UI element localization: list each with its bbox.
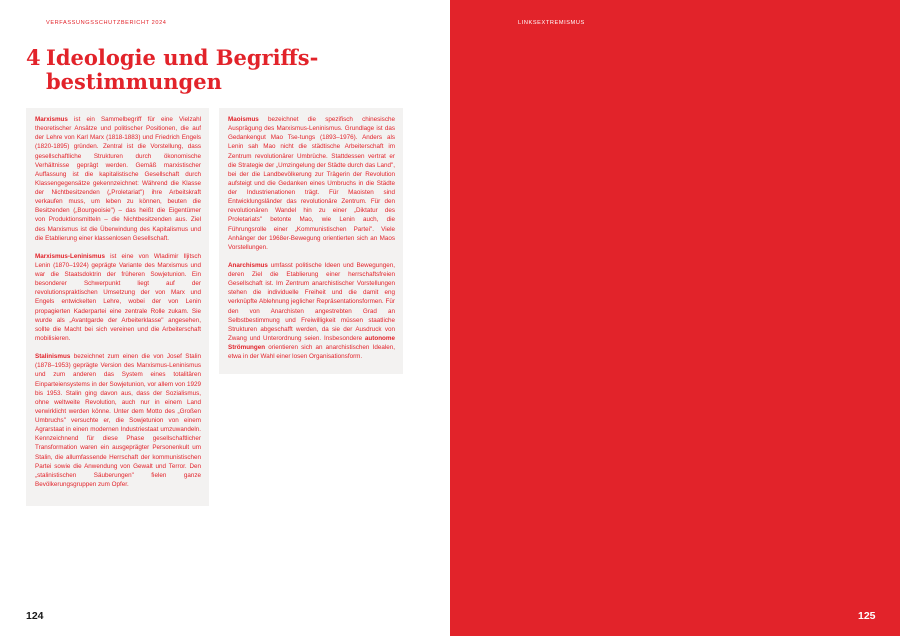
page-number-left: 124: [26, 610, 44, 622]
definition-anarchismus: [228, 261, 395, 361]
term-stalinismus: Stalinismus: [35, 353, 71, 361]
definition-text: orientieren sich an anarchistischen Idealen, etwa in der Wahl einer losen Organisationsform.: [228, 344, 395, 361]
definition-text: bezeichnet die spezifisch chinesische Ausprägung des Marxismus-Leninismus. Grundlage ist das Gedankengut Mao Tse-tungs (1893–1976). Anders als Lenin sah Mao nicht die städtische Arbeiterschaft im Zentrum revolutionärer Umbrüche. Stattdessen vertrat er die Strategie der „Umzingelung der Städte durch das Land", bei der die Landbevölkerung zur Trägerin der Revolution aufsteigt und die Gedanken eines Umbruchs in die Städte der Industrienationen trägt. Für Maoisten sind Entwicklungsländer das revolutionäre Zentrum. Für den revolutionären Wandel hin zu einer „Diktatur des Proletariats" betonte Mao, wie Lenin auch, die Führungsrolle einer „Kommunistischen Partei". Viele Anhänger der 1968er-Bewegung orientierten sich an Maos Vorstellungen.: [228, 116, 395, 251]
chapter-number: 4: [26, 45, 41, 70]
definition-text: umfasst politische Ideen und Bewegungen, deren Ziel die Etablierung einer herrschaftsfreien Gesellschaft ist. Im Zentrum anarchistischer Vorstellungen stehen die individuelle Freiheit und die damit eng verknüpfte Ablehnung jeglicher Repräsentationsformen. Für den von Anarchisten angestrebten Grad an Selbstbestimmung und Freiwilligkeit müssen staatliche Strukturen abgeschafft werden, da sie der Ausdruck von Zwang und Unterordnung seien. Insbesondere: [228, 261, 395, 342]
right-page: [450, 0, 900, 636]
term-marxismus: Marxismus: [35, 116, 68, 123]
running-header-left: VERFASSUNGSSCHUTZBERICHT 2024: [46, 20, 167, 26]
running-header-right: LINKSEXTREMISMUS: [518, 20, 585, 26]
definition-marxismus: [35, 115, 201, 243]
definition-box-column-1: [26, 108, 209, 506]
definition-stalinismus: [35, 352, 201, 489]
definition-maoismus: [228, 115, 395, 252]
definition-text: bezeichnet zum einen die von Josef Stalin (1878–1953) geprägte Version des Marxismus-Leninismus und zum anderen das System eines totalitären Einparteiensystems in der Sowjetunion, vor allem von 1929 bis 1953. Stalin ging davon aus, dass der Sozialismus, ohne weltweite Revolution, auch nur in einem Land verwirklicht werden könne. Unter dem Motto des „Großen Umbruchs" versuchte er, die Sowjetunion von einem Agrarstaat in einen modernen Industriestaat umzuwandeln. Kennzeichnend für diese Phase gesellschaftlicher Transformation waren ein ausgeprägter Personenkult um Stalin, die allumfassende Herrschaft der kommunistischen Partei sowie die Anwendung von Gewalt und Terror. Den „stalinistischen Säuberungen" fielen ganze Bevölkerungsgruppen zum Opfer.: [35, 353, 201, 488]
page-number-right: 125: [858, 610, 876, 622]
term-marxismus-leninismus: Marxismus-Leninismus: [35, 252, 105, 260]
definition-box-column-2: [219, 108, 403, 374]
term-autonome-stroemungen: autonome Strömungen: [228, 334, 395, 352]
definition-text: ist ein Sammelbegriff für eine Vielzahl theoretischer Ansätze und politischer Positionen, die auf der Lehre von Karl Marx (1818-1883) und Friedrich Engels (1820-1895) gründen. Zentral ist die Vorstellung, dass gesellschaftliche Strukturen durch ökonomische Verhältnisse geprägt werden. Gemäß marxistischer Auffassung ist die kapitalistische Gesellschaft durch Klassengegensätze gekennzeichnet: Während die Klasse der Nichtbesitzenden („Proletariat") ihre Arbeitskraft verkaufen muss, um leben zu können, beuten die Besitzenden („Bourgeoisie") – das heißt die Eigentümer von Produktionsmitteln – die Nichtbesitzenden aus. Ziel des Marxismus ist die Überwindung des Kapitalismus und die Etablierung einer klassenlosen Gesellschaft.: [35, 116, 201, 242]
term-maoismus: Maoismus: [228, 116, 259, 123]
term-anarchismus: Anarchismus: [228, 261, 268, 269]
definition-marxismus-leninismus: [35, 252, 201, 343]
chapter-title: Ideologie und Begriffs-bestimmungen: [46, 45, 319, 94]
definition-text: ist eine von Wladimir Iljitsch Lenin (1870–1924) geprägte Variante des Marxismus und war die Staatsdoktrin der früheren Sowjetunion. Ein besonderer Schwerpunkt liegt auf der revolutionspraktischen Umsetzung der von Marx und Engels entwickelten Lehre, wobei der von Lenin propagierten Kaderpartei eine zentrale Rolle zukam. Sie wurde als „Avantgarde der Arbeiterklasse" angesehen, sollte die Macht bei sich vereinen und die Arbeiterschaft mobilisieren.: [35, 252, 201, 342]
